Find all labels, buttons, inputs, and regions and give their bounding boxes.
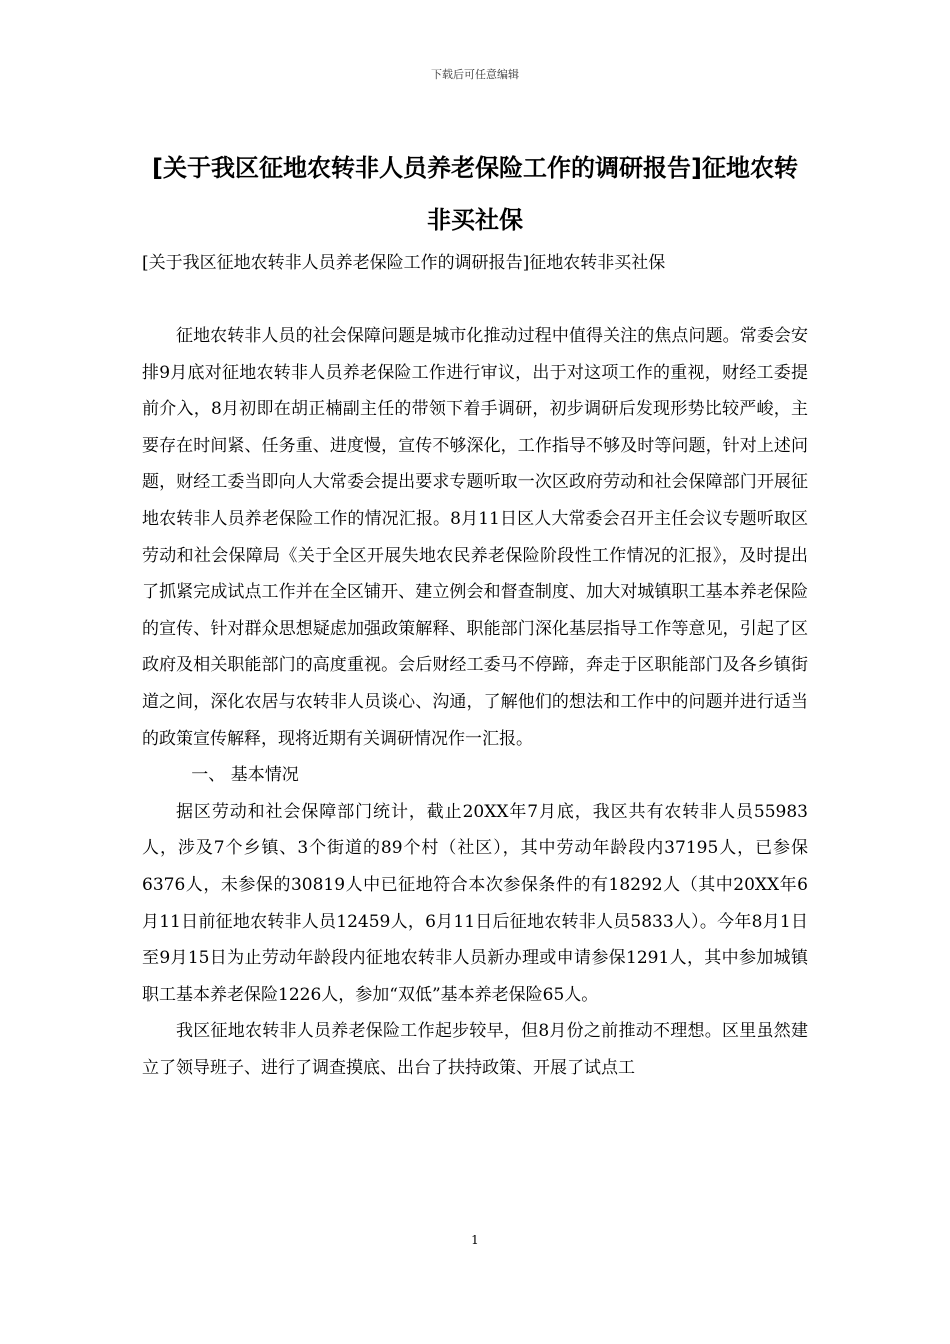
body-paragraph: 据区劳动和社会保障部门统计，截止20XX年7月底，我区共有农转非人员55983人，涉及7个乡镇、3个街道的89个村（社区），其中劳动年龄段内37195人，已参保6376人，未参保的30819人中已征地符合本次参保条件的有18292人（其中20XX年6月11日前征地农转非人员12459人，6月11日后征地农转非人员5833人）。今年8月1日至9月15日为止劳动年龄段内征地农转非人员新办理或申请参保1291人，其中参加城镇职工基本养老保险1226人，参加“双低”基本养老保险65人。 (142, 801, 808, 1005)
document-subtitle: [关于我区征地农转非人员养老保险工作的调研报告]征地农转非买社保 (142, 253, 666, 273)
page-header-note: 下载后可任意编辑 (431, 68, 519, 81)
body-paragraph: 征地农转非人员的社会保障问题是城市化推动过程中值得关注的焦点问题。常委会安排9月底对征地农转非人员养老保险工作进行审议，出于对这项工作的重视，财经工委提前介入，8月初即在胡正楠副主任的带领下着手调研，初步调研后发现形势比较严峻，主要存在时间紧、任务重、进度慢，宣传不够深化，工作指导不够及时等问题，针对上述问题，财经工委当即向人大常委会提出要求专题听取一次区政府劳动和社会保障部门开展征地农转非人员养老保险工作的情况汇报。8月11日区人大常委会召开主任会议专题听取区劳动和社会保障局《关于全区开展失地农民养老保险阶段性工作情况的汇报》，及时提出了抓紧完成试点工作并在全区铺开、建立例会和督查制度、加大对城镇职工基本养老保险的宣传、针对群众思想疑虑加强政策解释、职能部门深化基层指导工作等意见，引起了区政府及相关职能部门的高度重视。会后财经工委马不停蹄，奔走于区职能部门及各乡镇街道之间，深化农居与农转非人员谈心、沟通，了解他们的想法和工作中的问题并进行适当的政策宣传解释，现将近期有关调研情况作一汇报。 (142, 326, 808, 749)
section-heading: 一、 基本情况 (191, 765, 299, 786)
page-number: 1 (471, 1233, 479, 1247)
document-body (142, 318, 808, 1086)
body-paragraph: 我区征地农转非人员养老保险工作起步较早，但8月份之前推动不理想。区里虽然建立了领导班子、进行了调查摸底、出台了扶持政策、开展了试点工 (142, 1021, 808, 1078)
document-title: [关于我区征地农转非人员养老保险工作的调研报告]征地农转非买社保 (152, 154, 798, 234)
